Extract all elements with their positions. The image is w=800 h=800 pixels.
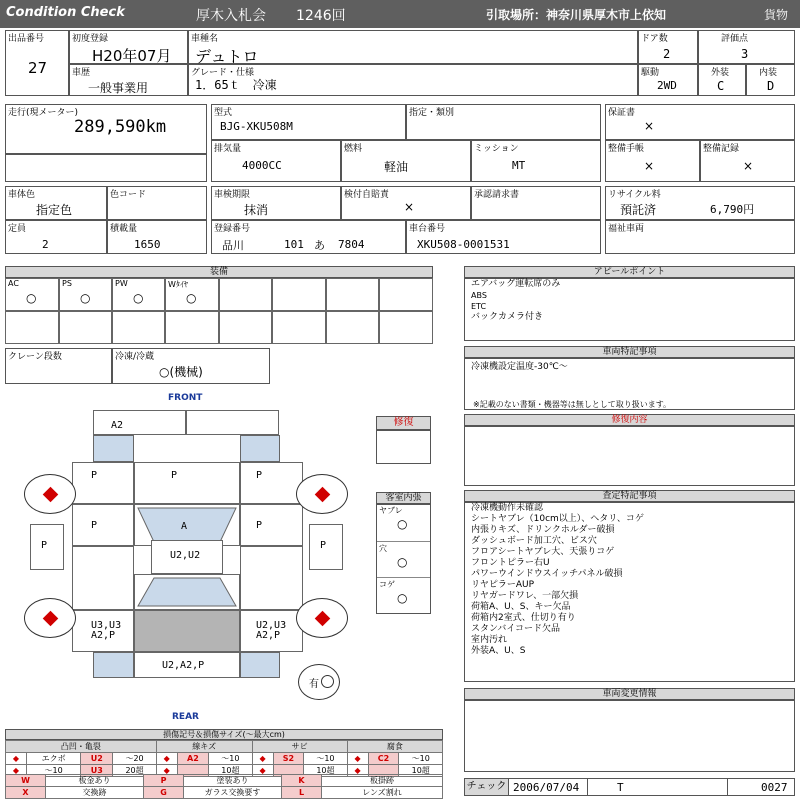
code-x-key: X — [6, 787, 46, 799]
chassis-cell — [406, 220, 601, 254]
crane-label: クレーン段数 — [8, 352, 62, 362]
legend-rust-code-a: S2 — [273, 753, 304, 765]
check-number: 0027 — [761, 781, 788, 794]
note-line: シートヤブレ（10cm以上）、ヘタリ、コゲ — [471, 514, 644, 524]
equipment-empty-9 — [219, 311, 272, 344]
lot-number: 27 — [28, 59, 48, 77]
approval-cell — [471, 186, 601, 220]
legend-table — [5, 740, 443, 777]
designation-label: 指定・類別 — [409, 108, 455, 118]
pickup-location: 引取場所：神奈川県厚木市上依知 — [486, 8, 667, 22]
cabin-burn-label: コゲ — [379, 580, 395, 589]
approval-label: 承認請求書 — [474, 190, 520, 200]
interior-label: 内装 — [759, 68, 778, 78]
notes-list — [471, 503, 644, 657]
legend-header: 損傷記号＆損傷サイズ(～最大cm) — [5, 729, 443, 740]
mark-u3-rear-left: U3,U3 — [91, 620, 122, 631]
panel-hood — [134, 462, 240, 504]
inspection-value: 抹消 — [244, 203, 269, 217]
note-line: 内張りキズ、ドリンクホルダー破損 — [471, 525, 615, 535]
header-title: Condition Check — [6, 5, 125, 20]
equipment-empty-4 — [379, 278, 433, 311]
panel-front-door-right — [240, 462, 303, 504]
welfare-label: 福祉車両 — [608, 224, 645, 234]
mark-a2-top: A2 — [111, 420, 124, 431]
cabin-tear-mark: ○ — [397, 517, 408, 531]
exterior-label: 外装 — [711, 68, 730, 78]
equipment-empty-3 — [326, 278, 379, 311]
equipment-wtire-mark: ○ — [186, 291, 197, 305]
note-line: パワーウインドウスイッチパネル破損 — [471, 569, 623, 579]
equipment-ps — [59, 278, 112, 311]
equipment-empty-6 — [59, 311, 112, 344]
legend-dent-code-b: U3 — [81, 765, 113, 777]
model-cell — [211, 104, 406, 140]
equipment-empty-12 — [379, 311, 433, 344]
load-label: 積載量 — [110, 224, 138, 234]
equipment-ps-label: PS — [62, 279, 72, 288]
equipment-ps-mark: ○ — [80, 291, 91, 305]
note-line: フロントピラー右U — [471, 558, 550, 568]
record-label: 整備記録 — [703, 144, 740, 154]
legend-dent-b: ～10 — [26, 765, 80, 777]
legend-dent-size-b: 20超 — [113, 765, 156, 777]
rear-label: REAR — [172, 712, 199, 722]
code-p-key: P — [144, 775, 184, 787]
wheel-marker-icon — [315, 487, 331, 503]
score-cell — [698, 30, 795, 64]
legend-corrosion-size-a: ～10 — [399, 753, 443, 765]
change-body — [464, 700, 795, 772]
displacement-cell — [211, 140, 341, 182]
equipment-empty-2 — [272, 278, 326, 311]
load-value: 1650 — [134, 238, 161, 251]
legend-diamond-icon: ◆ — [252, 753, 273, 765]
freezer-label: 冷凍/冷蔵 — [115, 352, 155, 362]
equipment-empty-7 — [112, 311, 165, 344]
legend-dent-size-a: ～20 — [113, 753, 156, 765]
liability-label: 検付自賠責 — [344, 190, 390, 200]
legend-corrosion-code-a: C2 — [368, 753, 399, 765]
liability-value: × — [404, 200, 415, 214]
mark-p-front-right: P — [256, 470, 263, 481]
check-inspector: T — [617, 781, 624, 794]
panel-rear-door-right — [240, 546, 303, 610]
check-label: チェック — [465, 779, 509, 795]
recycle-cell — [605, 186, 795, 220]
displacement-label: 排気量 — [214, 144, 242, 154]
appeal-line: ABS — [471, 291, 487, 300]
mileage-label: 走行(現メーター) — [8, 108, 79, 118]
cabin-divider-1 — [377, 541, 430, 542]
plate-area: 品川 — [222, 239, 244, 252]
notes-body — [464, 502, 795, 682]
wheel-rear-right — [296, 598, 348, 638]
cabin-header: 客室内張 — [376, 492, 431, 504]
legend-group-rust: サビ — [252, 741, 347, 753]
mark-p-front-left: P — [91, 470, 98, 481]
panel-mid-left — [72, 504, 134, 546]
cabin-tear-label: ヤブレ — [379, 506, 403, 515]
equipment-wtire — [165, 278, 219, 311]
equipment-empty-1 — [219, 278, 272, 311]
color-value: 指定色 — [36, 203, 73, 217]
drive-cell — [638, 64, 698, 96]
code-p-value: 塗装あり — [184, 775, 282, 787]
chassis-label: 車台番号 — [409, 224, 446, 234]
equipment-pw-mark: ○ — [133, 291, 144, 305]
legend-diamond-icon: ◆ — [6, 765, 27, 777]
score-value: 3 — [741, 47, 749, 61]
manual-cell — [605, 140, 700, 182]
equipment-grid — [5, 278, 433, 344]
panel-rear-door-left — [72, 546, 134, 610]
lot-cell — [5, 30, 69, 96]
note-line: 荷箱A、U、S、キー欠品 — [471, 602, 571, 612]
cabin-hole-mark: ○ — [397, 555, 408, 569]
interior-value: D — [767, 79, 775, 93]
mark-p-mid-left: P — [91, 520, 98, 531]
note-line: フロアシートヤブレ大、天張りコゲ — [471, 547, 615, 557]
code-w-value: 板金あり — [46, 775, 144, 787]
spare-tire-icon — [321, 675, 334, 688]
capacity-label: 定員 — [8, 224, 27, 234]
note-line: 外装A、U、S — [471, 646, 526, 656]
record-value: × — [743, 159, 754, 173]
history-label: 車歴 — [72, 68, 91, 78]
wheel-marker-icon — [43, 487, 59, 503]
welfare-cell — [605, 220, 795, 254]
legend-group-corrosion: 腐食 — [347, 741, 442, 753]
equipment-ac-mark: ○ — [26, 291, 37, 305]
first-reg-cell — [69, 30, 188, 64]
load-cell — [107, 220, 207, 254]
history-cell — [69, 64, 188, 96]
panel-rear-glass — [134, 574, 240, 610]
panel-front-bumper-right — [186, 410, 279, 435]
exterior-value: C — [717, 79, 725, 93]
mark-rear-bumper: U2,A2,P — [162, 660, 205, 671]
note-line: スタンバイコード欠品 — [471, 624, 561, 634]
car-name-label: 車種名 — [191, 34, 219, 44]
mileage-extra-cell — [5, 154, 207, 182]
recycle-label: リサイクル料 — [608, 190, 661, 200]
panel-front-fender-left — [93, 435, 134, 462]
special-line-2: ※記載のない書類・機器等は無しとして取り扱います。 — [473, 400, 672, 409]
mark-a2p-rear-left: A2,P — [91, 630, 116, 641]
panel-front-bumper-left — [93, 410, 186, 435]
legend-group-scratch: 線キズ — [156, 741, 252, 753]
code-g-key: G — [144, 787, 184, 799]
wheel-marker-icon — [43, 611, 59, 627]
header-bar — [0, 0, 800, 28]
warranty-cell — [605, 104, 795, 140]
color-code-label: 色コード — [110, 190, 147, 200]
capacity-cell — [5, 220, 107, 254]
freezer-cell — [112, 348, 270, 384]
legend-diamond-icon: ◆ — [6, 753, 27, 765]
note-line: 室内汚れ — [471, 635, 508, 645]
door-value: 2 — [663, 47, 671, 61]
legend-diamond-icon: ◆ — [347, 753, 368, 765]
code-x-value: 交換跡 — [46, 787, 144, 799]
legend-diamond-icon: ◆ — [347, 765, 368, 777]
check-divider-2 — [727, 779, 728, 795]
auction-session: 1246回 — [296, 8, 346, 24]
repair-side-header: 修復 — [376, 416, 431, 430]
grade-cell — [188, 64, 638, 96]
appeal-body — [464, 278, 795, 341]
repair-body — [464, 426, 795, 486]
designation-cell — [406, 104, 601, 140]
equipment-pw — [112, 278, 165, 311]
wheel-marker-icon — [315, 611, 331, 627]
equipment-empty-11 — [326, 311, 379, 344]
appeal-line: バックカメラ付き — [471, 312, 544, 322]
car-name-cell — [188, 30, 638, 64]
capacity-value: 2 — [42, 238, 49, 251]
legend-corrosion-size-b: 10超 — [399, 765, 443, 777]
legend-scratch-code-a: A2 — [177, 753, 208, 765]
grade-label: グレード・仕様 — [191, 68, 255, 78]
legend-diamond-icon: ◆ — [252, 765, 273, 777]
special-header: 車両特記事項 — [464, 346, 795, 358]
door-cell — [638, 30, 698, 64]
color-cell — [5, 186, 107, 220]
legend-dent-code-a: U2 — [81, 753, 113, 765]
note-line: リヤピラーAUP — [471, 580, 534, 590]
legend-dent-a: エクボ — [26, 753, 80, 765]
mark-p-side-right: P — [320, 540, 327, 551]
mark-p-mid-right: P — [256, 520, 263, 531]
code-l-value: レンズ割れ — [322, 787, 443, 799]
note-line: リヤガードワレ、一部欠損 — [471, 591, 579, 601]
note-line: 荷箱内2室式、仕切り有り — [471, 613, 576, 623]
rear-glass-shape — [134, 574, 240, 610]
fuel-value: 軽油 — [384, 160, 409, 174]
recycle-amount: 6,790円 — [710, 203, 755, 216]
history-value: 一般事業用 — [88, 81, 149, 95]
mission-label: ミッション — [474, 144, 519, 154]
chassis-value: XKU508-0001531 — [417, 238, 510, 251]
lot-label: 出品番号 — [8, 34, 45, 44]
appeal-list — [471, 279, 560, 323]
panel-front-fender-right — [240, 435, 280, 462]
color-label: 車体色 — [8, 190, 36, 200]
vehicle-category: 貨物 — [764, 8, 789, 22]
mark-u2-roof: U2,U2 — [170, 550, 201, 561]
drive-value: 2WD — [657, 79, 677, 92]
legend-group-dent: 凸凹・亀裂 — [6, 741, 157, 753]
first-reg-label: 初度登録 — [72, 34, 109, 44]
legend-rust-size-a: ～10 — [304, 753, 347, 765]
equipment-empty-8 — [165, 311, 219, 344]
plate-class: 101 — [284, 238, 304, 251]
code-w-key: W — [6, 775, 46, 787]
cabin-body — [376, 504, 431, 614]
score-label: 評価点 — [721, 34, 749, 44]
spare-tire — [298, 664, 340, 700]
equipment-ac — [5, 278, 59, 311]
panel-rear-fender-right — [240, 652, 280, 678]
displacement-value: 4000CC — [242, 159, 282, 172]
manual-label: 整備手帳 — [608, 144, 645, 154]
front-label: FRONT — [168, 393, 203, 403]
drive-label: 駆動 — [641, 68, 660, 78]
fuel-cell — [341, 140, 471, 182]
liability-cell — [341, 186, 471, 220]
panel-rear-fender-left — [93, 652, 134, 678]
recycle-status: 預託済 — [620, 203, 657, 217]
legend-codes-table — [5, 774, 443, 799]
special-line-1: 冷凍機設定温度-30℃～ — [471, 362, 568, 372]
footer-check — [464, 778, 795, 796]
model-label: 型式 — [214, 108, 233, 118]
cabin-divider-2 — [377, 577, 430, 578]
special-body — [464, 358, 795, 410]
appeal-line: エアバッグ運転席のみ — [471, 279, 561, 289]
plate-kana: あ — [314, 239, 325, 252]
manual-value: × — [644, 159, 655, 173]
code-k-value: 板掛跡 — [322, 775, 443, 787]
crane-cell — [5, 348, 112, 384]
exterior-cell — [698, 64, 746, 96]
wheel-front-right — [296, 474, 348, 514]
warranty-value: × — [644, 119, 655, 133]
equipment-empty-5 — [5, 311, 59, 344]
record-cell — [700, 140, 795, 182]
fuel-label: 燃料 — [344, 144, 363, 154]
cabin-hole-label: 穴 — [379, 544, 387, 553]
auction-name: 厚木入札会 — [196, 8, 266, 24]
equipment-wtire-label: Wﾀｲﾔ — [168, 280, 188, 289]
plate-number: 7804 — [338, 238, 365, 251]
mileage-value: 289,590km — [74, 117, 167, 137]
equipment-empty-10 — [272, 311, 326, 344]
plate-label: 登録番号 — [214, 224, 251, 234]
legend-rust-size-b: 10超 — [304, 765, 347, 777]
color-code-cell — [107, 186, 207, 220]
notes-header: 査定特記事項 — [464, 490, 795, 502]
code-l-key: L — [282, 787, 322, 799]
spare-tire-label: 有 — [309, 679, 319, 690]
panel-mid-right — [240, 504, 303, 546]
legend-scratch-size-a: ～10 — [209, 753, 252, 765]
code-k-key: K — [282, 775, 322, 787]
car-name-value: デュトロ — [195, 47, 259, 66]
door-label: ドア数 — [641, 34, 668, 44]
inspection-cell — [211, 186, 341, 220]
equipment-ac-label: AC — [8, 279, 19, 288]
interior-cell — [746, 64, 795, 96]
equipment-pw-label: PW — [115, 279, 128, 288]
check-divider-1 — [587, 779, 588, 795]
panel-trunk — [134, 610, 240, 652]
appeal-header: アピールポイント — [464, 266, 795, 278]
plate-cell — [211, 220, 406, 254]
first-reg-value: H20年07月 — [92, 47, 172, 65]
mark-p-hood: P — [171, 470, 178, 481]
mark-p-side-left: P — [41, 540, 48, 551]
mark-a2p-rear-right: A2,P — [256, 630, 281, 641]
inspection-label: 車検期限 — [214, 190, 251, 200]
freezer-value: ○(機械) — [159, 365, 203, 379]
check-date: 2006/07/04 — [513, 781, 580, 794]
legend-scratch-size-b: 10超 — [209, 765, 252, 777]
mission-value: MT — [512, 159, 526, 172]
warranty-label: 保証書 — [608, 108, 636, 118]
grade-value: 1．65ｔ 冷凍 — [195, 78, 277, 92]
legend-diamond-icon: ◆ — [156, 753, 177, 765]
model-value: BJG-XKU508M — [220, 120, 293, 133]
mark-u2-rear-right: U2,U3 — [256, 620, 287, 631]
appeal-line: ETC — [471, 302, 487, 311]
repair-side-body — [376, 430, 431, 464]
cabin-burn-mark: ○ — [397, 591, 408, 605]
equipment-header: 装備 — [5, 266, 433, 278]
legend-diamond-icon: ◆ — [156, 765, 177, 777]
note-line: 冷凍機動作未確認 — [471, 503, 544, 513]
repair-header: 修復内容 — [464, 414, 795, 426]
mileage-cell — [5, 104, 207, 154]
mission-cell — [471, 140, 601, 182]
mark-a-windshield: A — [181, 521, 188, 532]
code-g-value: ガラス交換要す — [184, 787, 282, 799]
change-header: 車両変更情報 — [464, 688, 795, 700]
wheel-rear-left — [24, 598, 76, 638]
panel-front-door-left — [72, 462, 134, 504]
note-line: ダッシュボード加工穴、ビス穴 — [471, 536, 597, 546]
wheel-front-left — [24, 474, 76, 514]
